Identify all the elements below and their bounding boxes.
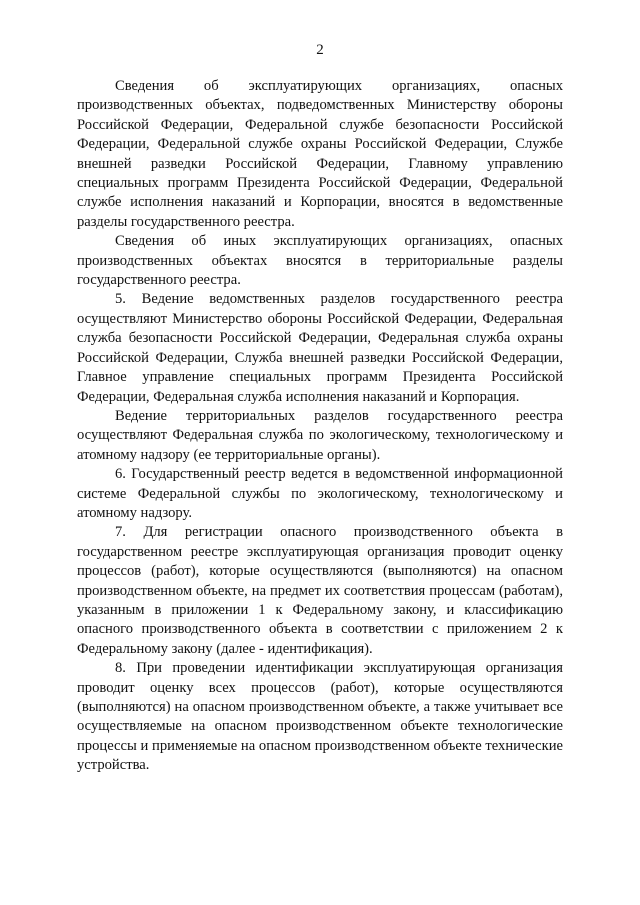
paragraph-departmental-sections: Сведения об эксплуатирующих организациях, опасных производственных объектах, подведомственных Министерству обороны Российской Федерации, Федеральной службе безопасности Российской Федерации, Федеральной службе охраны Российской Федерации, Службе внешней разведки Российской Федерации, Главному управлению специальных программ Президента Российской Федерации, Федеральной службе исполнения наказаний и Корпорации, вносятся в ведомственные разделы государственного реестра. <box>77 78 563 230</box>
paragraph-item-7: 7. Для регистрации опасного производственного объекта в государственном реестре эксплуатирующая организация проводит оценку процессов (работ), которые осуществляются (выполняются) на опасном производственном объекте, на предмет их соответствия процессам (работам), указанным в приложении 1 к Федеральному закону, и классификацию опасного производственного объекта в соответствии с приложением 2 к Федеральному закону (далее - идентификация). <box>77 524 563 657</box>
paragraph-territorial-sections: Сведения об иных эксплуатирующих организациях, опасных производственных объектах вносятся в территориальные разделы государственного реестра. <box>77 233 563 289</box>
paragraph-item-6: 6. Государственный реестр ведется в ведомственной информационной системе Федеральной службы по экологическому, технологическому и атомному надзору. <box>77 466 563 521</box>
page-number: 2 <box>316 42 324 58</box>
paragraph-territorial-maintenance: Ведение территориальных разделов государственного реестра осуществляют Федеральная служба по экологическому, технологическому и атомному надзору (ее территориальные органы). <box>77 407 563 463</box>
paragraph-item-8: 8. При проведении идентификации эксплуатирующая организация проводит оценку всех процессов (работ), которые осуществляются (выполняются) на опасном производственном объекте, а также учитывает все осуществляемые на опасном производственном объекте технологические процессы и применяемые на опасном производственном объекте технические устройства. <box>77 660 563 774</box>
paragraph-item-5: 5. Ведение ведомственных разделов государственного реестра осуществляют Министерство обороны Российской Федерации, Федеральная служба безопасности Российской Федерации, Федеральная служба охраны Российской Федерации, Служба внешней разведки Российской Федерации, Главное управление специальных программ Президента Российской Федерации, Федеральная служба исполнения наказаний и Корпорация. <box>77 291 563 405</box>
document-body <box>77 77 563 776</box>
